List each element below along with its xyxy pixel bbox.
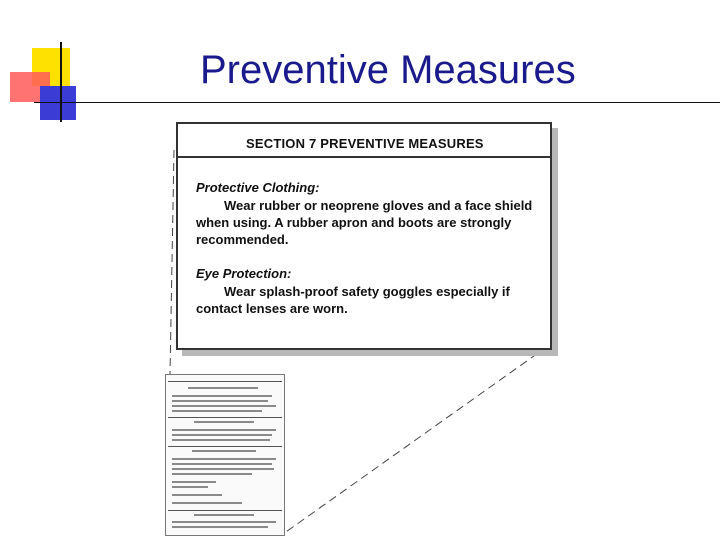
thumbnail-text-line: [172, 502, 242, 504]
thumbnail-text-line: [172, 526, 268, 528]
thumbnail-text-line: [192, 450, 256, 452]
section-header-text: SECTION 7 PREVENTIVE MEASURES: [246, 136, 484, 151]
thumbnail-text-line: [172, 434, 272, 436]
msds-document-thumbnail: [165, 374, 285, 536]
thumbnail-text-line: [172, 463, 272, 465]
thumbnail-text-line: [172, 405, 276, 407]
thumbnail-text-line: [172, 521, 276, 523]
eye-protection-text: Wear splash-proof safety goggles especially if contact lenses are worn.: [196, 284, 510, 316]
thumbnail-text-line: [172, 439, 270, 441]
thumbnail-text-line: [172, 410, 262, 412]
thumbnail-text-line: [172, 395, 272, 397]
eye-protection-heading: Eye Protection:: [196, 266, 292, 281]
thumbnail-text-line: [172, 494, 222, 496]
thumbnail-rule: [168, 417, 282, 418]
thumbnail-text-line: [172, 458, 276, 460]
thumbnail-text-line: [172, 468, 274, 470]
thumbnail-rule: [168, 381, 282, 382]
section-body: [196, 180, 541, 317]
thumbnail-text-line: [188, 387, 258, 389]
protective-clothing-text: Wear rubber or neoprene gloves and a face shield when using. A rubber apron and boots are strongly recommended.: [196, 198, 533, 247]
thumbnail-rule: [168, 446, 282, 447]
thumbnail-text-line: [172, 486, 208, 488]
thumbnail-text-line: [172, 400, 268, 402]
thumbnail-text-line: [172, 473, 252, 475]
section-header: [178, 124, 550, 158]
thumbnail-text-line: [172, 429, 276, 431]
thumbnail-rule: [168, 510, 282, 511]
slide-title: Preventive Measures: [200, 48, 576, 92]
thumbnail-text-line: [194, 514, 254, 516]
protective-clothing-heading: Protective Clothing:: [196, 180, 320, 195]
thumbnail-text-line: [194, 421, 254, 423]
msds-section-card: [176, 122, 552, 350]
thumbnail-text-line: [172, 481, 216, 483]
